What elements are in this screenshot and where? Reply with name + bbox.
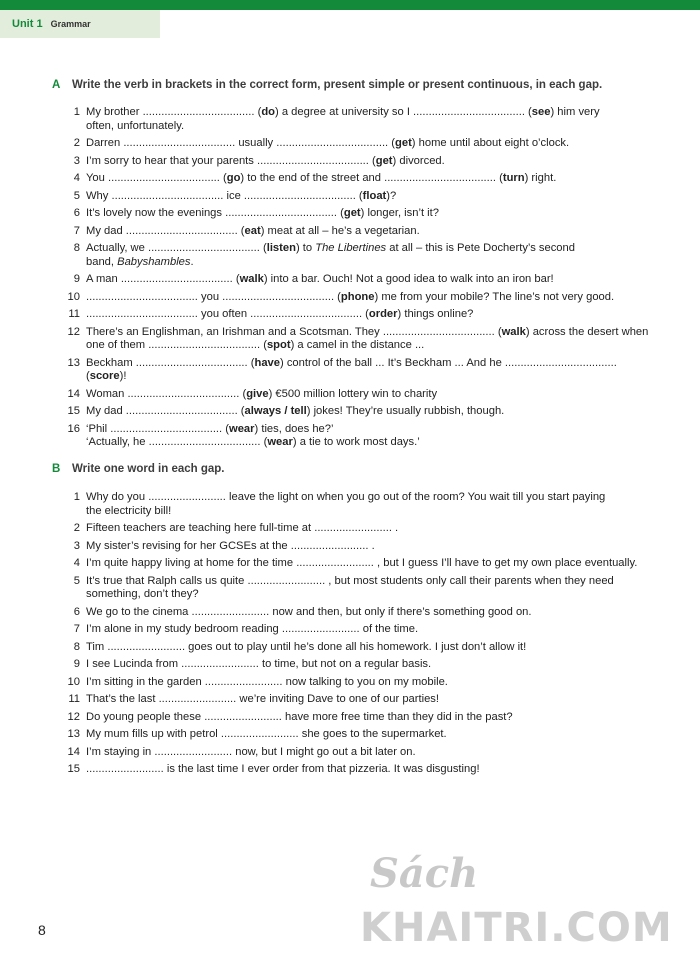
item-number: 11 (68, 693, 80, 705)
item-text: I’m sorry to hear that your parents .................................... (get) divorced. (86, 154, 445, 167)
item-number: 14 (67, 745, 80, 758)
exercise-b-item (52, 540, 652, 554)
item-number: 9 (73, 273, 80, 285)
exercise-b-item (52, 658, 652, 672)
exercise-b-instruction: Write one word in each gap. (72, 463, 225, 475)
item-text: Fifteen teachers are teaching here full-time at ......................... . (86, 522, 399, 534)
exercise-b-item (52, 746, 652, 760)
item-text: I’m sitting in the garden ......................... now talking to you on my mobile. (86, 675, 448, 688)
exercise-a-list (52, 106, 652, 450)
item-text: I see Lucinda from ......................... to time, but not on a regular basis. (86, 658, 432, 670)
item-text: I’m staying in ......................... now, but I might go out a bit later on. (86, 745, 416, 758)
unit-label: Unit 1 (12, 18, 43, 30)
top-color-bar (0, 0, 700, 10)
exercise-a-item (52, 405, 652, 419)
item-text: My brother .................................... (do) a degree at university so I .................................... (see) him very often, unfortunately. (86, 106, 600, 132)
exercise-a-item (52, 357, 652, 384)
exercise-b-item (52, 676, 652, 690)
item-text: ......................... is the last time I ever order from that pizzeria. It was disgusting! (86, 763, 480, 775)
item-text: A man .................................... (walk) into a bar. Ouch! Not a good idea to walk into an iron bar! (86, 273, 554, 285)
exercise-a-item (52, 273, 652, 287)
item-number: 2 (73, 137, 80, 149)
exercise-a-item (52, 106, 652, 133)
section-label: Grammar (50, 19, 91, 29)
item-number: 8 (73, 640, 80, 653)
item-text: My dad .................................... (eat) meat at all – he’s a vegetarian. (86, 224, 420, 237)
item-number: 11 (68, 308, 80, 320)
item-number: 1 (73, 106, 80, 118)
item-number: 12 (67, 710, 80, 723)
exercise-b-letter: B (52, 463, 61, 475)
item-text: Tim ......................... goes out to play until he’s done all his homework. I just don’t allow it! (86, 640, 527, 653)
exercise-a-item (52, 190, 652, 204)
exercise-a-item (52, 155, 652, 169)
exercise-a-item (52, 242, 652, 269)
item-number: 9 (73, 658, 80, 670)
item-number: 15 (67, 405, 80, 417)
item-text: .................................... you .................................... (phone) me from your mobile? The line’s not very good. (86, 290, 615, 303)
item-text: Actually, we .................................... (listen) to The Libertines at all – this is Pete Docherty’s second band, Babyshambles. (86, 242, 575, 268)
exercise-b-item (52, 728, 652, 742)
item-text: My dad .................................... (always / tell) jokes! They’re usually rubbish, though. (86, 405, 505, 417)
item-number: 10 (67, 675, 80, 688)
item-text: Beckham .................................... (have) control of the ball ... It’s Beckham ... And he .................................... (score)! (86, 356, 617, 382)
item-number: 10 (67, 290, 80, 303)
item-number: 2 (73, 522, 80, 534)
exercise-b-item (52, 522, 652, 536)
item-text: My sister’s revising for her GCSEs at the ......................... . (86, 539, 375, 552)
item-text: I’m quite happy living at home for the time ......................... , but I guess I’ll have to get my own place eventually. (86, 557, 638, 569)
exercise-a-item (52, 291, 652, 305)
exercise-a-item (52, 388, 652, 402)
exercise-a-instruction: Write the verb in brackets in the correct form, present simple or present continuous, in each gap. (72, 79, 603, 91)
item-text: There’s an Englishman, an Irishman and a Scotsman. They .................................... (walk) across the desert when one of them .................................... (spot) a camel in the distance ... (86, 325, 649, 351)
exercise-b-item (52, 641, 652, 655)
item-number: 3 (73, 539, 80, 552)
item-number: 13 (67, 356, 80, 369)
exercise-b-item (52, 491, 652, 518)
item-number: 6 (73, 605, 80, 618)
exercise-b-item (52, 711, 652, 725)
exercise-a-item (52, 172, 652, 186)
page-number: 8 (38, 922, 46, 938)
exercise-b-item (52, 575, 652, 602)
item-number: 15 (67, 763, 80, 775)
item-number: 16 (67, 422, 80, 435)
exercise-b-item (52, 763, 652, 777)
item-text: You .................................... (go) to the end of the street and .................................... (turn) right. (86, 172, 557, 184)
exercise-a-letter: A (52, 79, 61, 91)
item-number: 4 (73, 172, 80, 184)
item-number: 13 (67, 728, 80, 740)
exercise-a-item (52, 308, 652, 322)
exercise-b (52, 463, 652, 781)
exercise-a (52, 79, 652, 454)
item-number: 12 (67, 325, 80, 338)
item-text: .................................... you often .................................... (order) things online? (86, 308, 474, 320)
item-text: Darren .................................... usually .................................... (get) home until about eight o’clock. (86, 137, 570, 149)
item-number: 4 (73, 557, 80, 569)
item-text: Why do you ......................... leave the light on when you go out of the room? You wait till you start paying the electricity bill! (86, 491, 606, 517)
item-text: I’m alone in my study bedroom reading ......................... of the time. (86, 623, 419, 635)
item-text: It’s true that Ralph calls us quite ......................... , but most students only call their parents when they need something, don’t they? (86, 574, 614, 600)
exercise-b-item (52, 623, 652, 637)
item-text: ‘Phil .................................... (wear) ties, does he?’ ‘Actually, he .................................... (wear) a tie to work most days.’ (86, 422, 420, 448)
exercise-b-item (52, 557, 652, 571)
item-text: That’s the last ......................... we’re inviting Dave to one of our parties! (86, 693, 440, 705)
item-text: Do young people these ......................... have more free time than they did in the past? (86, 710, 513, 723)
item-number: 5 (73, 574, 80, 587)
watermark-script: Sách (370, 850, 479, 897)
item-number: 5 (73, 189, 80, 202)
exercise-a-item (52, 137, 652, 151)
exercise-a-item (52, 423, 652, 450)
exercise-a-item (52, 207, 652, 221)
exercise-b-item (52, 693, 652, 707)
exercise-a-heading (52, 79, 652, 91)
item-text: My mum fills up with petrol ......................... she goes to the supermarket. (86, 728, 447, 740)
item-text: We go to the cinema ......................... now and then, but only if there’s something good on. (86, 605, 532, 618)
item-number: 14 (67, 387, 80, 400)
exercise-b-item (52, 606, 652, 620)
item-number: 7 (73, 224, 80, 237)
watermark-text: KHAITRI.COM (360, 905, 673, 951)
item-number: 8 (73, 242, 80, 254)
item-text: It’s lovely now the evenings .................................... (get) longer, isn’t it? (86, 207, 439, 219)
exercise-b-heading (52, 463, 652, 475)
item-number: 1 (73, 491, 80, 503)
item-number: 7 (73, 623, 80, 635)
item-number: 6 (73, 207, 80, 219)
exercise-a-item (52, 225, 652, 239)
item-text: Woman .................................... (give) €500 million lottery win to charity (86, 387, 438, 400)
watermark-logo (360, 850, 700, 960)
exercise-a-item (52, 326, 652, 353)
unit-header-tab (0, 10, 160, 38)
exercise-b-list (52, 491, 652, 777)
item-number: 3 (73, 154, 80, 167)
item-text: Why .................................... ice .................................... (float)? (86, 189, 397, 202)
